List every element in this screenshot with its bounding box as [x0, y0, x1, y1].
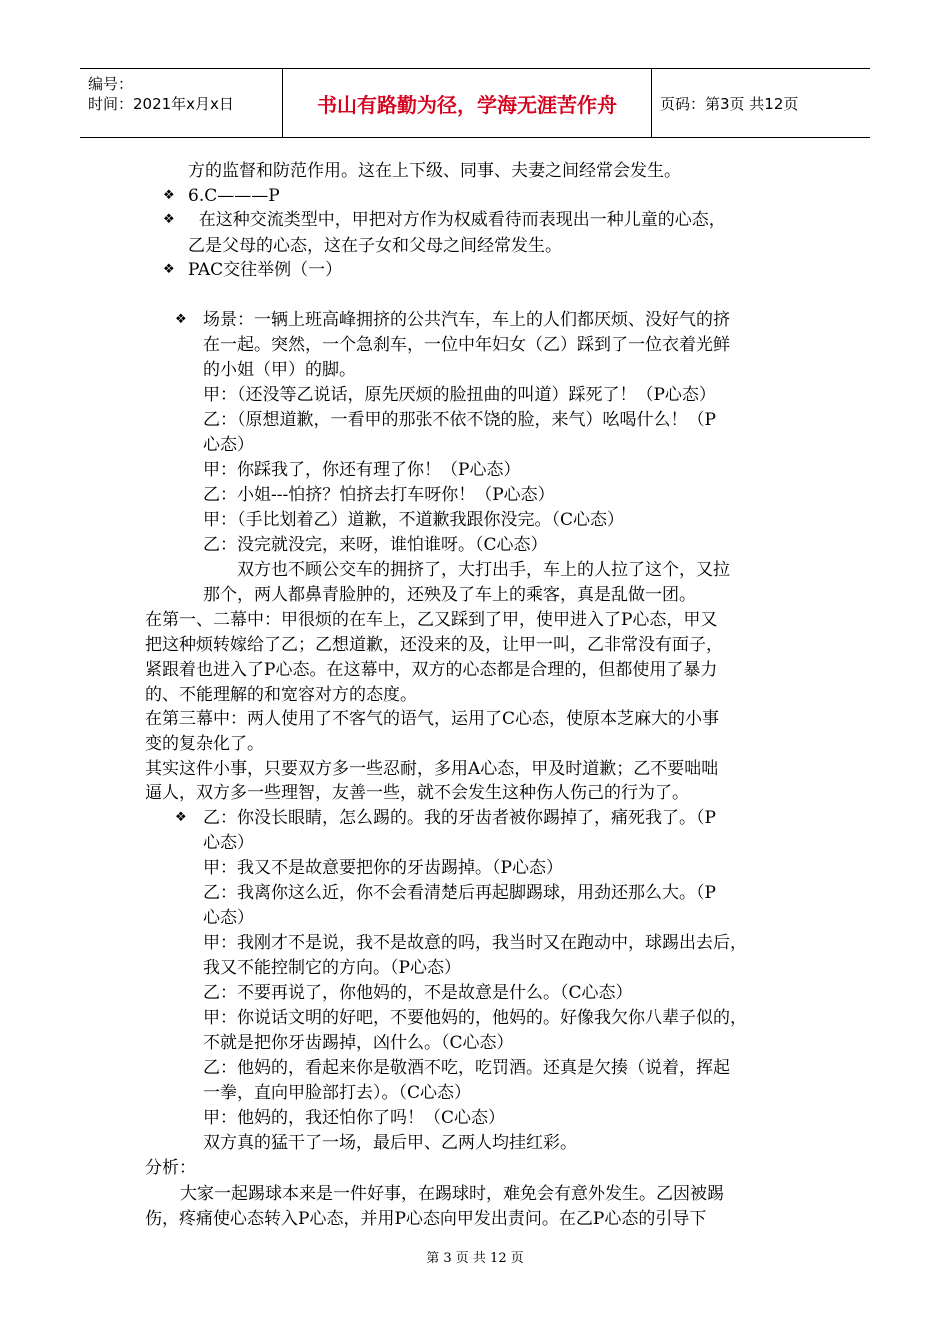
text-line: 6.C———P — [188, 186, 280, 206]
text-line: 甲：我又不是故意要把你的牙齿踢掉。（P心态） — [203, 858, 563, 878]
bullet-icon: ❖ — [163, 262, 175, 277]
page-label: 页码：第3页 共12页 — [660, 94, 799, 113]
text-line: 乙：你没长眼睛，怎么踢的。我的牙齿者被你踢掉了，痛死我了。（P — [203, 808, 716, 828]
text-line: 伤，疼痛使心态转入P心态，并用P心态向甲发出责问。在乙P心态的引导下 — [145, 1209, 707, 1229]
bullet-icon: ❖ — [163, 188, 175, 203]
text-line: 在这种交流类型中，甲把对方作为权威看待而表现出一种儿童的心态， — [188, 210, 726, 230]
bullet-icon: ❖ — [163, 212, 175, 227]
text-line: 方的监督和防范作用。这在上下级、同事、夫妻之间经常会发生。 — [188, 161, 681, 181]
text-line: 甲：（还没等乙说话，原先厌烦的脸扭曲的叫道）踩死了！（P心态） — [203, 385, 716, 405]
text-line: 分析： — [145, 1158, 196, 1178]
text-line: 紧跟着也进入了P心态。在这幕中，双方的心态都是合理的，但都使用了暴力 — [145, 660, 718, 680]
text-line: 我又不能控制它的方向。（P心态） — [203, 958, 461, 978]
text-line: 双方真的猛干了一场，最后甲、乙两人均挂红彩。 — [203, 1133, 577, 1153]
text-line: 那个，两人都鼻青脸肿的，还殃及了车上的乘客，真是乱做一团。 — [203, 585, 696, 605]
text-line: 乙是父母的心态，这在子女和父母之间经常发生。 — [188, 236, 562, 256]
text-line: PAC交往举例（一） — [188, 260, 343, 280]
header-page-cell — [652, 69, 870, 137]
bullet-icon: ❖ — [175, 810, 187, 825]
time-label: 时间：2021年x月x日 — [88, 95, 234, 113]
text-line: 甲：我刚才不是说，我不是故意的吗，我当时又在跑动中，球踢出去后， — [203, 933, 747, 953]
page-footer: 第 3 页 共 12 页 — [426, 1251, 524, 1266]
text-line: 把这种烦转嫁给了乙；乙想道歉，还没来的及，让甲一叫，乙非常没有面子， — [145, 635, 723, 655]
text-line: 在第一、二幕中：甲很烦的在车上，乙又踩到了甲，使甲进入了P心态，甲又 — [145, 610, 718, 630]
text-line: 场景：一辆上班高峰拥挤的公共汽车，车上的人们都厌烦、没好气的挤 — [203, 310, 730, 330]
text-line: 乙：他妈的，看起来你是敬酒不吃，吃罚酒。还真是欠揍（说着，挥起 — [203, 1058, 730, 1078]
text-line: 一拳，直向甲脸部打去）。（C心态） — [203, 1083, 472, 1103]
text-line: 乙：我离你这么近，你不会看清楚后再起脚踢球，用劲还那么大。（P — [203, 883, 716, 903]
header-table — [80, 68, 870, 138]
text-line: 乙：没完就没完，来呀，谁怕谁呀。（C心态） — [203, 535, 548, 555]
text-line: 在一起。突然，一个急刹车，一位中年妇女（乙）踩到了一位衣着光鲜 — [203, 335, 730, 355]
bullet-icon: ❖ — [175, 312, 187, 327]
number-label: 编号： — [88, 75, 134, 93]
text-line: 乙：小姐---怕挤？怕挤去打车呀你！（P心态） — [203, 485, 555, 505]
motto: 书山有路勤为径，学海无涯苦作舟 — [317, 92, 617, 117]
text-line: 在第三幕中：两人使用了不客气的语气，运用了C心态，使原本芝麻大的小事 — [145, 709, 720, 729]
text-line: 的、不能理解的和宽容对方的态度。 — [145, 685, 417, 705]
text-line: 甲：你说话文明的好吧，不要他妈的，他妈的。好像我欠你八辈子似的， — [203, 1008, 747, 1028]
text-line: 甲：你踩我了，你还有理了你！（P心态） — [203, 460, 521, 480]
text-line: 其实这件小事，只要双方多一些忍耐，多用A心态，甲及时道歉；乙不要咄咄 — [145, 759, 719, 779]
text-line: 逼人，双方多一些理智，友善一些，就不会发生这种伤人伤己的行为了。 — [145, 783, 689, 803]
text-line: 甲：他妈的，我还怕你了吗！（C心态） — [203, 1108, 506, 1128]
text-line: 甲：（手比划着乙）道歉，不道歉我跟你没完。（C心态） — [203, 510, 625, 530]
text-line: 双方也不顾公交车的拥挤了，大打出手，车上的人拉了这个，又拉 — [237, 560, 730, 580]
text-line: 心态） — [203, 833, 254, 853]
header-info-cell — [80, 69, 283, 137]
text-line: 的小姐（甲）的脚。 — [203, 360, 356, 380]
text-line: 变的复杂化了。 — [145, 734, 264, 754]
text-line: 大家一起踢球本来是一件好事，在踢球时，难免会有意外发生。乙因被踢 — [180, 1184, 724, 1204]
text-line: 心态） — [203, 908, 254, 928]
header-motto-cell — [283, 69, 652, 137]
text-line: 乙：（原想道歉，一看甲的那张不依不饶的脸，来气）吆喝什么！（P — [203, 410, 716, 430]
text-line: 心态） — [203, 435, 254, 455]
text-line: 不就是把你牙齿踢掉，凶什么。（C心态） — [203, 1033, 514, 1053]
text-line: 乙：不要再说了，你他妈的，不是故意是什么。（C心态） — [203, 983, 633, 1003]
